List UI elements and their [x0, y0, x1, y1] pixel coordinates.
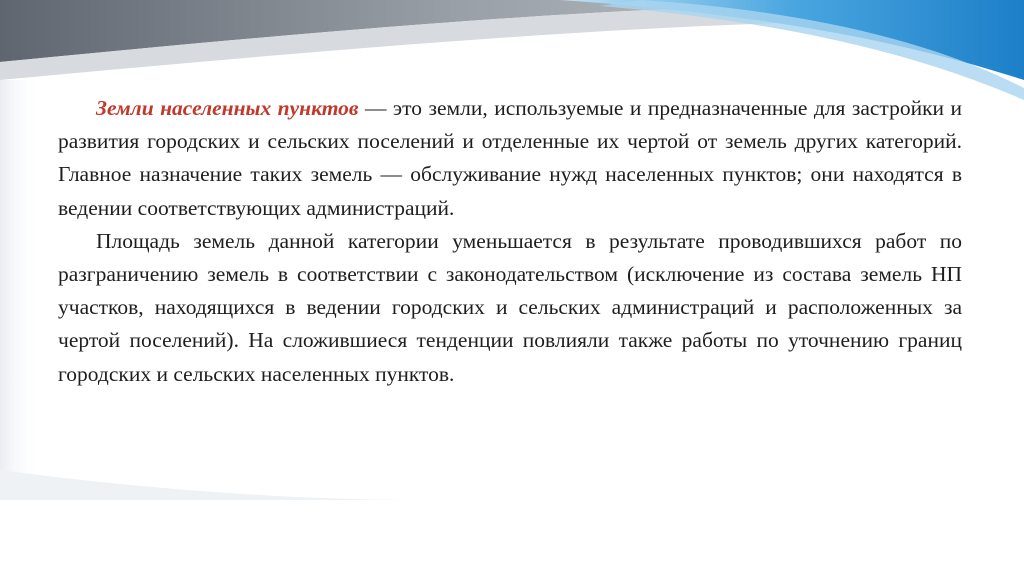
main-text	[58, 92, 962, 391]
paragraph-area	[58, 225, 962, 391]
term-highlight: Земли населенных пунктов	[96, 96, 359, 120]
paragraph-area-body: Площадь земель данной категории уменьшается в результате проводившихся работ по разграничению земель в соответствии с законодательством (исключение из состава земель НП участков, находящихся в ведении городских и сельских администраций и расположенных за чертой поселений). На сложившиеся тенденции повлияли также работы по уточнению границ городских и сельских населенных пунктов.	[58, 228, 962, 386]
paragraph-definition	[58, 92, 962, 225]
paragraph-definition-body: — это земли, используемые и предназначенные для застройки и развития городских и сельских поселений и отделенные их чертой от земель других категорий. Главное назначение таких земель — обслуживание нужд населенных пунктов; они находятся в ведении соответствующих администраций.	[58, 96, 962, 220]
